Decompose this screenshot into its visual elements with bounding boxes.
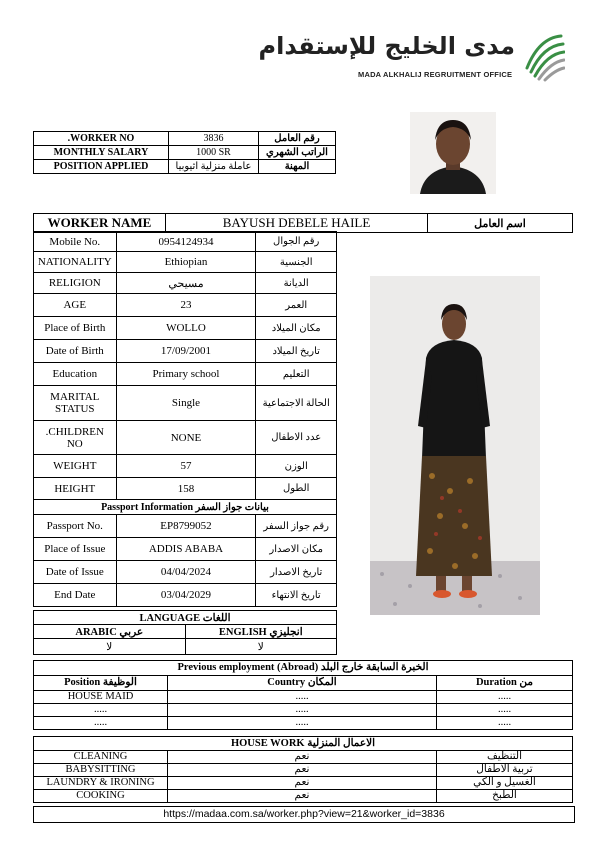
- weight-label: WEIGHT: [34, 455, 117, 478]
- position-cell: .....: [34, 717, 168, 730]
- position-label-ar: المهنة: [259, 160, 336, 174]
- height-label-ar: الطول: [256, 478, 337, 500]
- country-cell: .....: [168, 717, 437, 730]
- birthdate-label: Date of Birth: [34, 340, 117, 363]
- house-work-task: CLEANING: [34, 751, 168, 764]
- end-date-label: End Date: [34, 584, 117, 607]
- duration-cell: .....: [437, 704, 573, 717]
- house-work-task-ar: التنظيف: [437, 751, 573, 764]
- birthplace-label-ar: مكان الميلاد: [256, 317, 337, 340]
- table-row: [34, 704, 573, 717]
- passport-no-label: Passport No.: [34, 515, 117, 538]
- religion-value: مسيحي: [116, 273, 256, 294]
- table-row: [34, 515, 337, 538]
- table-row: [34, 455, 337, 478]
- table-row: [34, 691, 573, 704]
- marital-status-label-ar: الحالة الاجتماعية: [256, 386, 337, 421]
- table-row: [34, 611, 337, 625]
- table-row: [34, 363, 337, 386]
- duration-cell: .....: [437, 717, 573, 730]
- end-date-value: 03/04/2029: [116, 584, 256, 607]
- issue-date-label: Date of Issue: [34, 561, 117, 584]
- age-label: AGE: [34, 294, 117, 317]
- table-row: [34, 214, 573, 233]
- language-section-title: LANGUAGE اللغات: [34, 611, 337, 625]
- birthdate-label-ar: تاريخ الميلاد: [256, 340, 337, 363]
- children-label-ar: عدد الاطفال: [256, 421, 337, 455]
- table-row: [34, 232, 337, 252]
- table-row: [34, 717, 573, 730]
- age-value: 23: [116, 294, 256, 317]
- previous-employment-title: Previous employment (Abroad) الخبرة السابقة خارج البلد: [34, 661, 573, 676]
- height-value: 158: [116, 478, 256, 500]
- english-language-label: ENGLISH انجليزي: [185, 625, 337, 639]
- birthdate-value: 17/09/2001: [116, 340, 256, 363]
- house-work-task: COOKING: [34, 790, 168, 803]
- religion-label-ar: الديانة: [256, 273, 337, 294]
- position-column-header: Position الوظيفة: [34, 676, 168, 691]
- table-row: [34, 561, 337, 584]
- issue-place-label: Place of Issue: [34, 538, 117, 561]
- nationality-label: NATIONALITY: [34, 252, 117, 273]
- mobile-label-ar: رقم الجوال: [256, 232, 337, 252]
- table-row: [34, 340, 337, 363]
- house-work-task-ar: الطبخ: [437, 790, 573, 803]
- weight-label-ar: الوزن: [256, 455, 337, 478]
- weight-value: 57: [116, 455, 256, 478]
- worker-profile-link[interactable]: https://madaa.com.sa/worker.php?view=21&worker_id=3836: [33, 806, 575, 823]
- age-label-ar: العمر: [256, 294, 337, 317]
- table-row: [34, 146, 336, 160]
- worker-no-label-ar: رقم العامل: [259, 132, 336, 146]
- education-value: Primary school: [116, 363, 256, 386]
- mobile-value: 0954124934: [116, 232, 256, 252]
- table-row: [34, 160, 336, 174]
- table-row: [34, 273, 337, 294]
- table-row: [34, 584, 337, 607]
- country-column-header: Country المكان: [168, 676, 437, 691]
- salary-label: MONTHLY SALARY: [34, 146, 169, 160]
- table-row: [34, 777, 573, 790]
- house-work-task-ar: الغسيل و الكي: [437, 777, 573, 790]
- country-cell: .....: [168, 704, 437, 717]
- education-label-ar: التعليم: [256, 363, 337, 386]
- table-row: [34, 386, 337, 421]
- worker-no-value: 3836: [169, 132, 259, 146]
- end-date-label-ar: تاريخ الانتهاء: [256, 584, 337, 607]
- nationality-label-ar: الجنسية: [256, 252, 337, 273]
- passport-section-title: Passport Information بيانات جواز السفر: [34, 500, 337, 515]
- table-row: [34, 317, 337, 340]
- table-row: [34, 294, 337, 317]
- logo-emblem-icon: [521, 32, 565, 82]
- worker-name-value: BAYUSH DEBELE HAILE: [166, 214, 428, 233]
- house-work-title: HOUSE WORK الاعمال المنزلية: [34, 737, 573, 751]
- issue-date-value: 04/04/2024: [116, 561, 256, 584]
- worker-full-length-photo: [370, 276, 540, 615]
- arabic-language-label: ARABIC عربي: [34, 625, 186, 639]
- worker-summary-table: [33, 131, 336, 174]
- marital-status-value: Single: [116, 386, 256, 421]
- english-language-value: لا: [185, 639, 337, 655]
- table-row: [34, 500, 337, 515]
- height-label: HEIGHT: [34, 478, 117, 500]
- house-work-value: نعم: [168, 777, 437, 790]
- marital-status-label: MARITAL STATUS: [34, 386, 117, 421]
- language-table: [33, 610, 337, 655]
- table-row: [34, 252, 337, 273]
- company-logo: [258, 32, 565, 84]
- table-row: [34, 764, 573, 777]
- education-label: Education: [34, 363, 117, 386]
- house-work-task: BABYSITTING: [34, 764, 168, 777]
- table-row: [34, 661, 573, 676]
- duration-cell: .....: [437, 691, 573, 704]
- table-row: [34, 132, 336, 146]
- table-row: [34, 421, 337, 455]
- salary-label-ar: الراتب الشهري: [259, 146, 336, 160]
- worker-name-label-ar: اسم العامل: [428, 214, 573, 233]
- birthplace-value: WOLLO: [116, 317, 256, 340]
- children-label: .CHILDREN NO: [34, 421, 117, 455]
- nationality-value: Ethiopian: [116, 252, 256, 273]
- duration-column-header: Duration من: [437, 676, 573, 691]
- religion-label: RELIGION: [34, 273, 117, 294]
- position-cell: .....: [34, 704, 168, 717]
- salary-value: 1000 SR: [169, 146, 259, 160]
- table-row: [34, 625, 337, 639]
- table-row: [34, 478, 337, 500]
- children-value: NONE: [116, 421, 256, 455]
- issue-date-label-ar: تاريخ الاصدار: [256, 561, 337, 584]
- worker-name-label: WORKER NAME: [34, 214, 166, 233]
- birthplace-label: Place of Birth: [34, 317, 117, 340]
- table-row: [34, 538, 337, 561]
- arabic-language-value: لا: [34, 639, 186, 655]
- issue-place-label-ar: مكان الاصدار: [256, 538, 337, 561]
- house-work-value: نعم: [168, 764, 437, 777]
- logo-english-name: MADA ALKHALIJ REGRUITMENT OFFICE: [358, 70, 513, 79]
- position-label: POSITION APPLIED: [34, 160, 169, 174]
- worker-name-bar: [33, 213, 573, 233]
- position-value: عاملة منزلية اثيوبيا: [169, 160, 259, 174]
- country-cell: .....: [168, 691, 437, 704]
- worker-no-label: .WORKER NO: [34, 132, 169, 146]
- table-row: [34, 737, 573, 751]
- house-work-value: نعم: [168, 751, 437, 764]
- house-work-task: LAUNDRY & IRONING: [34, 777, 168, 790]
- house-work-value: نعم: [168, 790, 437, 803]
- previous-employment-table: [33, 660, 573, 730]
- passport-no-label-ar: رقم جواز السفر: [256, 515, 337, 538]
- passport-no-value: EP8799052: [116, 515, 256, 538]
- issue-place-value: ADDIS ABABA: [116, 538, 256, 561]
- table-row: [34, 751, 573, 764]
- table-row: [34, 676, 573, 691]
- house-work-task-ar: تربية الاطفال: [437, 764, 573, 777]
- personal-details-table: [33, 231, 337, 607]
- position-cell: HOUSE MAID: [34, 691, 168, 704]
- mobile-label: Mobile No.: [34, 232, 117, 252]
- house-work-table: [33, 736, 573, 803]
- logo-arabic-name: مدى الخليج للإستقدام: [258, 32, 515, 60]
- table-row: [34, 790, 573, 803]
- worker-portrait-photo: [410, 112, 496, 194]
- table-row: [34, 639, 337, 655]
